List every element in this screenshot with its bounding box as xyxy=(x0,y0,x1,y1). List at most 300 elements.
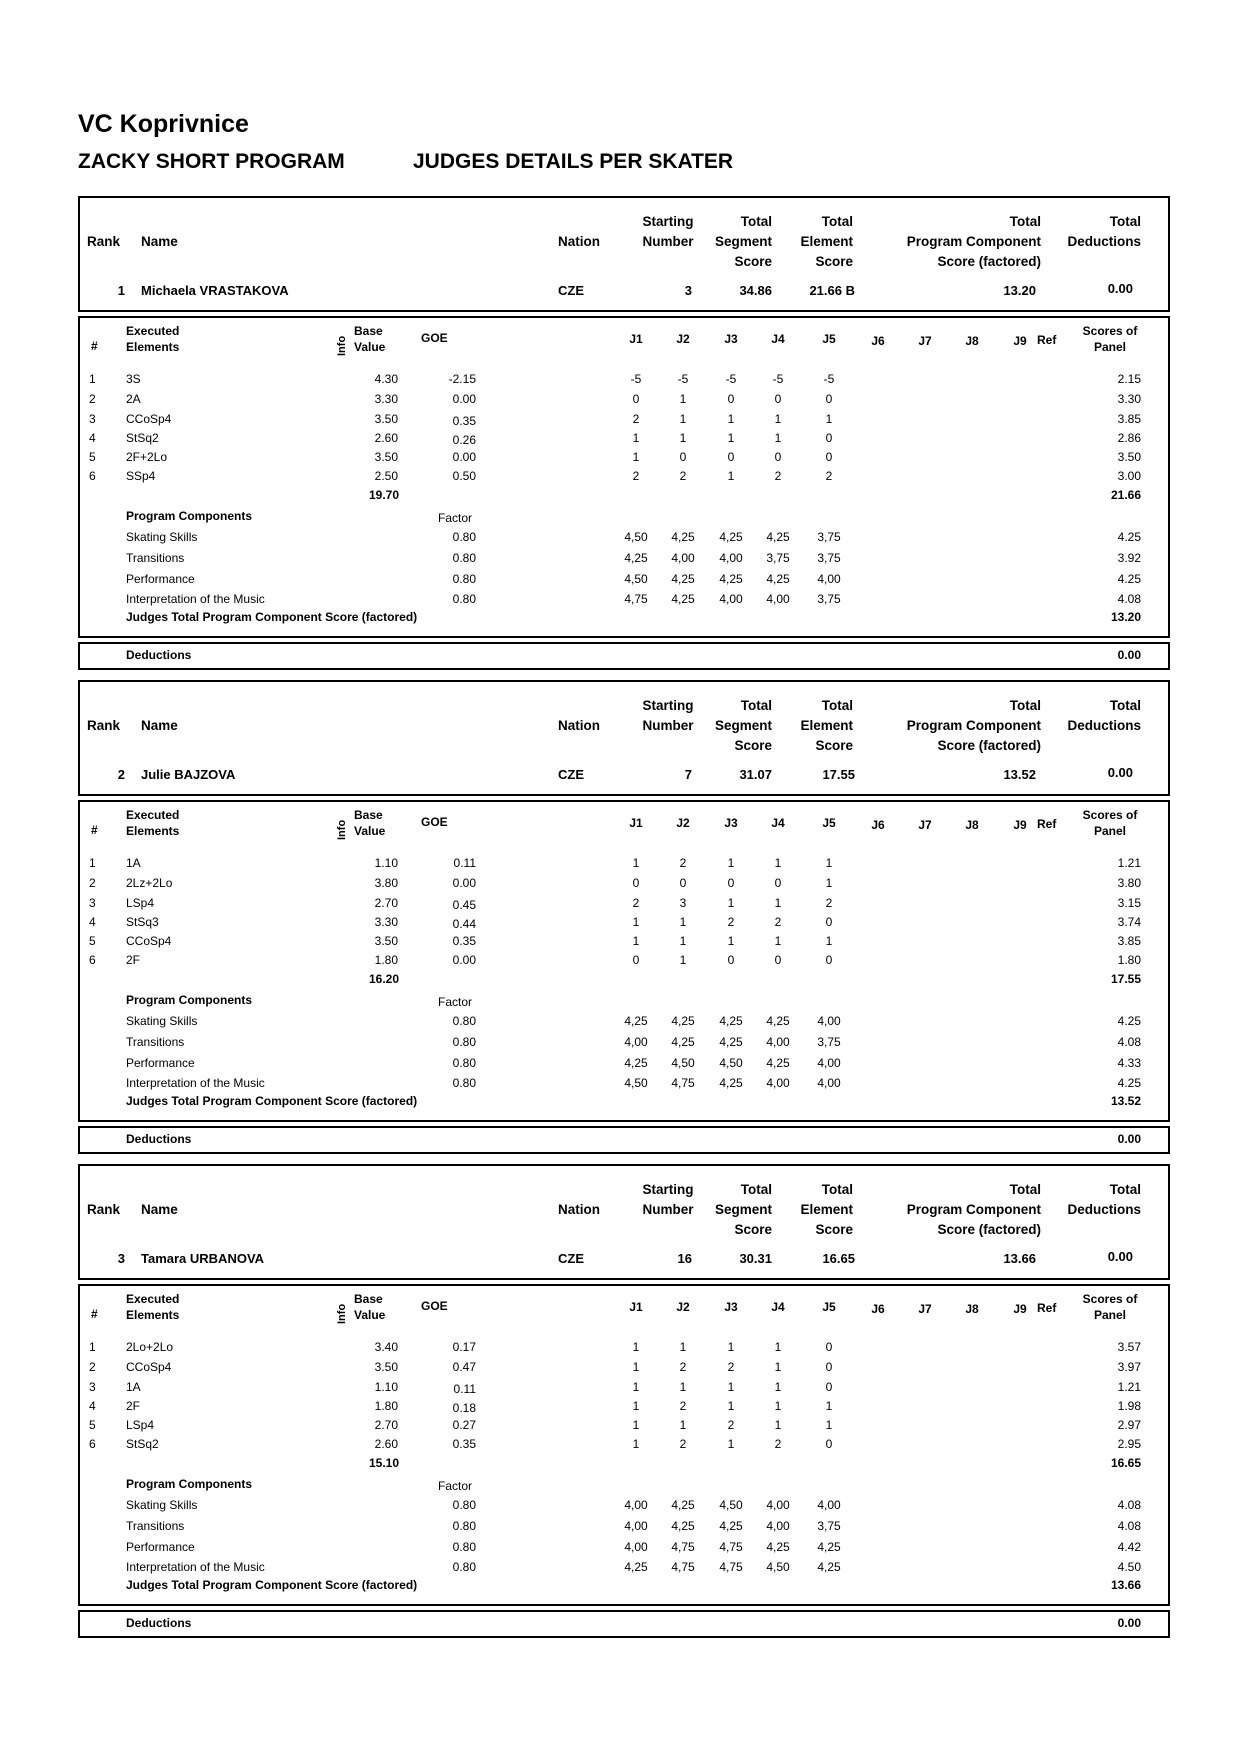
element-base-value: 3.50 xyxy=(374,1360,398,1374)
element-judge-score: 1 xyxy=(774,1340,782,1354)
skater-rank: 3 xyxy=(117,1251,125,1266)
element-judge-score: 2 xyxy=(727,1418,735,1432)
element-judge-score: 1 xyxy=(632,1380,640,1394)
tss-header: Score xyxy=(734,254,772,269)
total-segment-score: 34.86 xyxy=(739,283,772,298)
component-judge-score: 4,25 xyxy=(719,1014,743,1028)
total-deductions: 0.00 xyxy=(1107,281,1133,296)
skater-nation: CZE xyxy=(558,767,584,782)
tes-total: 16.65 xyxy=(1110,1456,1141,1470)
judge-header-8: J8 xyxy=(965,334,979,348)
name-header: Name xyxy=(141,718,178,733)
base-value-header: Value xyxy=(354,1308,386,1322)
pcs-header: Score (factored) xyxy=(937,738,1041,753)
total-program-component-score: 13.66 xyxy=(1003,1251,1036,1266)
judge-header-5: J5 xyxy=(822,816,836,830)
component-factor: 0.80 xyxy=(452,572,476,586)
judge-header-4: J4 xyxy=(771,1300,785,1314)
component-judge-score: 4,00 xyxy=(766,592,790,606)
component-panel-score: 4.08 xyxy=(1117,1519,1141,1533)
component-judge-score: 4,00 xyxy=(719,592,743,606)
tes-header: Element xyxy=(800,234,853,249)
component-judge-score: 4,00 xyxy=(766,1035,790,1049)
element-judge-score: 2 xyxy=(774,1437,782,1451)
component-judge-score: 4,25 xyxy=(671,1035,695,1049)
judge-header-2: J2 xyxy=(676,816,690,830)
starting-number: 3 xyxy=(684,283,692,298)
element-panel-score: 3.85 xyxy=(1117,934,1141,948)
element-base-value: 2.70 xyxy=(374,896,398,910)
starting-number-header: Starting xyxy=(642,1182,694,1197)
element-goe: 0.17 xyxy=(452,1340,476,1354)
judge-header-9: J9 xyxy=(1013,1302,1027,1316)
component-panel-score: 4.08 xyxy=(1117,1498,1141,1512)
component-panel-score: 4.25 xyxy=(1117,1014,1141,1028)
element-code: 2Lo+2Lo xyxy=(126,1340,174,1354)
element-row-number: 3 xyxy=(89,1380,96,1394)
ref-header: Ref xyxy=(1037,333,1057,347)
element-code: 3S xyxy=(126,372,141,386)
element-judge-score: 0 xyxy=(632,876,640,890)
element-judge-score: 1 xyxy=(727,934,735,948)
component-judge-score: 4,25 xyxy=(817,1540,841,1554)
element-judge-score: 1 xyxy=(727,896,735,910)
element-judge-score: 3 xyxy=(679,896,687,910)
event-title: VC Koprivnice xyxy=(78,110,249,138)
deductions-box xyxy=(78,642,1170,670)
element-judge-score: 1 xyxy=(774,1380,782,1394)
element-judge-score: 1 xyxy=(727,1399,735,1413)
component-judge-score: 4,25 xyxy=(766,1014,790,1028)
pcs-header: Total xyxy=(1009,1182,1041,1197)
element-code: 2Lz+2Lo xyxy=(126,876,173,890)
component-factor: 0.80 xyxy=(452,530,476,544)
element-judge-score: -5 xyxy=(677,372,689,386)
element-goe: 0.27 xyxy=(452,1418,476,1432)
element-judge-score: 1 xyxy=(632,1418,640,1432)
element-goe: 0.00 xyxy=(452,392,476,406)
tes-header: Score xyxy=(815,738,853,753)
element-judge-score: 0 xyxy=(727,392,735,406)
element-judge-score: 1 xyxy=(727,856,735,870)
skater-nation: CZE xyxy=(558,283,584,298)
scores-of-panel-header: Panel xyxy=(1093,340,1126,354)
element-goe: 0.35 xyxy=(452,414,476,428)
element-base-value: 2.60 xyxy=(374,1437,398,1451)
component-judge-score: 3,75 xyxy=(817,530,841,544)
judge-header-7: J7 xyxy=(918,334,932,348)
element-goe: -2.15 xyxy=(448,372,476,386)
element-base-value: 2.60 xyxy=(374,431,398,445)
component-judge-score: 4,25 xyxy=(766,572,790,586)
component-name: Performance xyxy=(126,1540,195,1554)
scores-of-panel-header: Panel xyxy=(1093,1308,1126,1322)
component-name: Interpretation of the Music xyxy=(126,592,265,606)
base-value-header: Base xyxy=(354,324,383,338)
element-row-number: 1 xyxy=(89,372,96,386)
component-judge-score: 4,25 xyxy=(671,1498,695,1512)
judge-header-1: J1 xyxy=(629,332,643,346)
element-judge-score: 2 xyxy=(774,915,782,929)
skater-rank: 2 xyxy=(117,767,125,782)
element-panel-score: 1.21 xyxy=(1117,1380,1141,1394)
element-judge-score: 1 xyxy=(774,856,782,870)
component-judge-score: 4,00 xyxy=(624,1035,648,1049)
pcs-header: Total xyxy=(1009,214,1041,229)
tss-header: Score xyxy=(734,1222,772,1237)
executed-elements-header: Executed xyxy=(126,1292,180,1306)
component-factor: 0.80 xyxy=(452,1076,476,1090)
element-judge-score: 0 xyxy=(727,953,735,967)
element-judge-score: 1 xyxy=(632,450,640,464)
element-code: SSp4 xyxy=(126,469,156,483)
judges-total-pcs-label: Judges Total Program Component Score (factored) xyxy=(126,610,418,624)
factor-header: Factor xyxy=(438,511,473,525)
element-judge-score: 1 xyxy=(679,431,687,445)
component-judge-score: 4,00 xyxy=(766,1076,790,1090)
component-judge-score: 4,00 xyxy=(817,1498,841,1512)
deductions-header: Total xyxy=(1109,698,1141,713)
component-judge-score: 4,00 xyxy=(624,1519,648,1533)
component-judge-score: 4,00 xyxy=(624,1540,648,1554)
component-judge-score: 4,50 xyxy=(624,530,648,544)
judge-header-2: J2 xyxy=(676,332,690,346)
nation-header: Nation xyxy=(558,1202,600,1217)
tes-total: 21.66 xyxy=(1110,488,1141,502)
element-row-number: 5 xyxy=(89,934,96,948)
judge-header-6: J6 xyxy=(871,818,885,832)
element-row-number: 5 xyxy=(89,1418,96,1432)
tss-header: Total xyxy=(740,698,772,713)
element-judge-score: 1 xyxy=(727,1340,735,1354)
deductions-header: Deductions xyxy=(1067,1202,1141,1217)
element-judge-score: 1 xyxy=(632,934,640,948)
total-program-component-score: 13.52 xyxy=(1003,767,1036,782)
program-components-header: Program Components xyxy=(126,509,253,523)
component-judge-score: 4,25 xyxy=(766,530,790,544)
base-value-total: 15.10 xyxy=(368,1456,399,1470)
judge-header-8: J8 xyxy=(965,1302,979,1316)
judge-header-6: J6 xyxy=(871,334,885,348)
pcs-header: Program Component xyxy=(906,234,1041,249)
deductions-value: 0.00 xyxy=(1117,648,1141,662)
component-factor: 0.80 xyxy=(452,1540,476,1554)
element-judge-score: 1 xyxy=(632,1437,640,1451)
element-judge-score: 1 xyxy=(825,1399,833,1413)
element-code: LSp4 xyxy=(126,1418,155,1432)
rank-header: Rank xyxy=(87,1202,121,1217)
element-judge-score: 0 xyxy=(774,392,782,406)
component-judge-score: 4,00 xyxy=(671,551,695,565)
component-judge-score: 4,25 xyxy=(766,1056,790,1070)
element-judge-score: 1 xyxy=(727,469,735,483)
judges-total-pcs-label: Judges Total Program Component Score (factored) xyxy=(126,1094,418,1108)
factor-header: Factor xyxy=(438,995,473,1009)
deductions-box xyxy=(78,1126,1170,1154)
element-judge-score: 1 xyxy=(632,1340,640,1354)
element-panel-score: 3.74 xyxy=(1117,915,1141,929)
scores-of-panel-header: Panel xyxy=(1093,824,1126,838)
tes-header: Element xyxy=(800,1202,853,1217)
element-panel-score: 2.15 xyxy=(1117,372,1141,386)
component-judge-score: 3,75 xyxy=(817,592,841,606)
name-header: Name xyxy=(141,1202,178,1217)
element-goe: 0.00 xyxy=(452,450,476,464)
element-judge-score: 1 xyxy=(825,856,833,870)
tes-header: Score xyxy=(815,1222,853,1237)
element-judge-score: 1 xyxy=(774,1360,782,1374)
component-judge-score: 3,75 xyxy=(817,1519,841,1533)
component-judge-score: 4,00 xyxy=(817,1076,841,1090)
skater-nation: CZE xyxy=(558,1251,584,1266)
info-header: Info xyxy=(336,1303,348,1324)
element-judge-score: 1 xyxy=(825,412,833,426)
element-goe: 0.47 xyxy=(452,1360,476,1374)
element-base-value: 3.40 xyxy=(374,1340,398,1354)
starting-number: 16 xyxy=(677,1251,692,1266)
element-code: 2A xyxy=(126,392,141,406)
base-value-total: 19.70 xyxy=(368,488,399,502)
pcs-header: Total xyxy=(1009,698,1041,713)
component-judge-score: 4,50 xyxy=(671,1056,695,1070)
component-name: Skating Skills xyxy=(126,1014,198,1028)
tss-header: Segment xyxy=(714,718,772,733)
judge-header-7: J7 xyxy=(918,1302,932,1316)
judge-header-3: J3 xyxy=(724,332,738,346)
element-judge-score: 2 xyxy=(727,915,735,929)
component-factor: 0.80 xyxy=(452,592,476,606)
element-judge-score: 0 xyxy=(774,450,782,464)
deductions-box xyxy=(78,1610,1170,1638)
element-panel-score: 3.85 xyxy=(1117,412,1141,426)
executed-elements-header: Elements xyxy=(126,1308,180,1322)
element-judge-score: 1 xyxy=(825,1418,833,1432)
element-judge-score: 0 xyxy=(679,450,687,464)
starting-number: 7 xyxy=(684,767,692,782)
skater-block xyxy=(78,1164,1170,1639)
element-judge-score: 1 xyxy=(632,915,640,929)
component-judge-score: 4,25 xyxy=(719,1076,743,1090)
component-factor: 0.80 xyxy=(452,1014,476,1028)
deductions-header: Total xyxy=(1109,214,1141,229)
element-base-value: 1.80 xyxy=(374,1399,398,1413)
element-panel-score: 3.15 xyxy=(1117,896,1141,910)
tss-header: Segment xyxy=(714,1202,772,1217)
tss-header: Score xyxy=(734,738,772,753)
tes-header: Score xyxy=(815,254,853,269)
element-base-value: 3.30 xyxy=(374,392,398,406)
element-judge-score: 1 xyxy=(632,431,640,445)
base-value-header: Base xyxy=(354,808,383,822)
component-judge-score: 3,75 xyxy=(817,1035,841,1049)
element-judge-score: -5 xyxy=(823,372,835,386)
component-judge-score: 3,75 xyxy=(766,551,790,565)
tes-total: 17.55 xyxy=(1110,972,1141,986)
element-code: StSq2 xyxy=(126,431,159,445)
deductions-header: Deductions xyxy=(1067,718,1141,733)
element-judge-score: 0 xyxy=(727,876,735,890)
element-base-value: 4.30 xyxy=(374,372,398,386)
element-judge-score: 0 xyxy=(825,392,833,406)
judge-header-2: J2 xyxy=(676,1300,690,1314)
element-judge-score: 2 xyxy=(679,469,687,483)
element-judge-score: 2 xyxy=(679,1360,687,1374)
component-factor: 0.80 xyxy=(452,1560,476,1574)
skater-block xyxy=(78,196,1170,671)
total-deductions: 0.00 xyxy=(1107,1249,1133,1264)
element-row-number: 4 xyxy=(89,431,96,445)
component-name: Performance xyxy=(126,1056,195,1070)
element-judge-score: 0 xyxy=(727,450,735,464)
element-judge-score: 0 xyxy=(825,1360,833,1374)
element-row-number: 6 xyxy=(89,953,96,967)
component-judge-score: 4,25 xyxy=(671,1014,695,1028)
element-code: 1A xyxy=(126,856,141,870)
element-judge-score: 1 xyxy=(632,856,640,870)
component-judge-score: 4,75 xyxy=(671,1560,695,1574)
component-name: Transitions xyxy=(126,551,185,565)
report-title: JUDGES DETAILS PER SKATER xyxy=(413,150,734,173)
component-judge-score: 4,75 xyxy=(624,592,648,606)
tes-header: Total xyxy=(821,214,853,229)
element-goe: 0.50 xyxy=(452,469,476,483)
rank-header: Rank xyxy=(87,718,121,733)
component-judge-score: 4,75 xyxy=(671,1540,695,1554)
element-judge-score: 1 xyxy=(825,934,833,948)
skater-name: Tamara URBANOVA xyxy=(141,1251,265,1266)
element-row-number: 6 xyxy=(89,1437,96,1451)
base-value-header: Base xyxy=(354,1292,383,1306)
element-code: CCoSp4 xyxy=(126,1360,172,1374)
component-judge-score: 4,75 xyxy=(719,1560,743,1574)
deductions-value: 0.00 xyxy=(1117,1132,1141,1146)
element-panel-score: 3.57 xyxy=(1117,1340,1141,1354)
element-goe: 0.45 xyxy=(452,898,476,912)
total-element-score: 16.65 xyxy=(822,1251,855,1266)
executed-elements-header: Executed xyxy=(126,808,180,822)
element-goe: 0.11 xyxy=(453,1382,476,1396)
element-judge-score: 2 xyxy=(632,469,640,483)
ref-header: Ref xyxy=(1037,1301,1057,1315)
element-code: LSp4 xyxy=(126,896,155,910)
deductions-header: Deductions xyxy=(1067,234,1141,249)
base-value-header: Value xyxy=(354,824,386,838)
starting-number-header: Number xyxy=(642,234,694,249)
component-judge-score: 4,00 xyxy=(766,1498,790,1512)
element-number-header: # xyxy=(91,339,98,353)
element-code: CCoSp4 xyxy=(126,934,172,948)
element-judge-score: 2 xyxy=(679,856,687,870)
element-code: StSq3 xyxy=(126,915,159,929)
element-judge-score: 1 xyxy=(679,412,687,426)
component-judge-score: 4,25 xyxy=(624,1560,648,1574)
element-base-value: 3.50 xyxy=(374,412,398,426)
component-factor: 0.80 xyxy=(452,1056,476,1070)
info-header: Info xyxy=(336,819,348,840)
element-panel-score: 3.80 xyxy=(1117,876,1141,890)
component-judge-score: 4,50 xyxy=(719,1498,743,1512)
element-judge-score: 1 xyxy=(774,1418,782,1432)
judges-total-pcs-value: 13.66 xyxy=(1110,1578,1141,1592)
component-judge-score: 4,50 xyxy=(719,1056,743,1070)
element-judge-score: -5 xyxy=(772,372,784,386)
element-base-value: 3.50 xyxy=(374,934,398,948)
element-judge-score: 2 xyxy=(632,896,640,910)
element-base-value: 1.10 xyxy=(374,856,398,870)
total-program-component-score: 13.20 xyxy=(1003,283,1036,298)
judge-header-1: J1 xyxy=(629,816,643,830)
skater-rank: 1 xyxy=(117,283,125,298)
element-panel-score: 2.95 xyxy=(1117,1437,1141,1451)
component-name: Skating Skills xyxy=(126,530,198,544)
goe-header: GOE xyxy=(421,331,448,345)
element-judge-score: 1 xyxy=(679,1380,687,1394)
element-judge-score: 0 xyxy=(774,953,782,967)
element-judge-score: 1 xyxy=(825,876,833,890)
element-goe: 0.11 xyxy=(453,856,476,870)
pcs-header: Score (factored) xyxy=(937,1222,1041,1237)
judge-header-3: J3 xyxy=(724,816,738,830)
element-row-number: 3 xyxy=(89,896,96,910)
program-components-header: Program Components xyxy=(126,993,253,1007)
component-judge-score: 4,00 xyxy=(719,551,743,565)
element-panel-score: 3.00 xyxy=(1117,469,1141,483)
element-judge-score: 0 xyxy=(825,1437,833,1451)
element-judge-score: 2 xyxy=(632,412,640,426)
element-base-value: 3.50 xyxy=(374,450,398,464)
deductions-value: 0.00 xyxy=(1117,1616,1141,1630)
goe-header: GOE xyxy=(421,1299,448,1313)
scores-of-panel-header: Scores of xyxy=(1082,324,1138,338)
element-base-value: 2.50 xyxy=(374,469,398,483)
element-row-number: 2 xyxy=(89,1360,96,1374)
component-judge-score: 4,25 xyxy=(624,1014,648,1028)
total-element-score: 17.55 xyxy=(822,767,855,782)
element-panel-score: 1.21 xyxy=(1117,856,1141,870)
element-judge-score: 1 xyxy=(774,431,782,445)
element-judge-score: 1 xyxy=(679,934,687,948)
judge-header-4: J4 xyxy=(771,332,785,346)
element-code: 2F xyxy=(126,1399,141,1413)
component-judge-score: 4,25 xyxy=(624,1056,648,1070)
base-value-total: 16.20 xyxy=(368,972,399,986)
element-goe: 0.26 xyxy=(452,433,476,447)
judge-header-4: J4 xyxy=(771,816,785,830)
element-row-number: 2 xyxy=(89,392,96,406)
pcs-header: Program Component xyxy=(906,1202,1041,1217)
element-code: 1A xyxy=(126,1380,141,1394)
component-panel-score: 4.25 xyxy=(1117,530,1141,544)
element-judge-score: 2 xyxy=(774,469,782,483)
tes-header: Element xyxy=(800,718,853,733)
tes-header: Total xyxy=(821,698,853,713)
component-judge-score: 4,75 xyxy=(671,1076,695,1090)
element-code: 2F+2Lo xyxy=(126,450,168,464)
component-judge-score: 4,00 xyxy=(817,572,841,586)
starting-number-header: Number xyxy=(642,718,694,733)
element-row-number: 4 xyxy=(89,1399,96,1413)
element-judge-score: 1 xyxy=(774,896,782,910)
component-name: Transitions xyxy=(126,1035,185,1049)
component-judge-score: 4,75 xyxy=(719,1540,743,1554)
component-judge-score: 4,25 xyxy=(766,1540,790,1554)
component-factor: 0.80 xyxy=(452,551,476,565)
component-panel-score: 4.25 xyxy=(1117,572,1141,586)
skater-block xyxy=(78,680,1170,1155)
component-judge-score: 4,25 xyxy=(671,530,695,544)
element-goe: 0.35 xyxy=(452,1437,476,1451)
component-judge-score: 4,00 xyxy=(766,1519,790,1533)
